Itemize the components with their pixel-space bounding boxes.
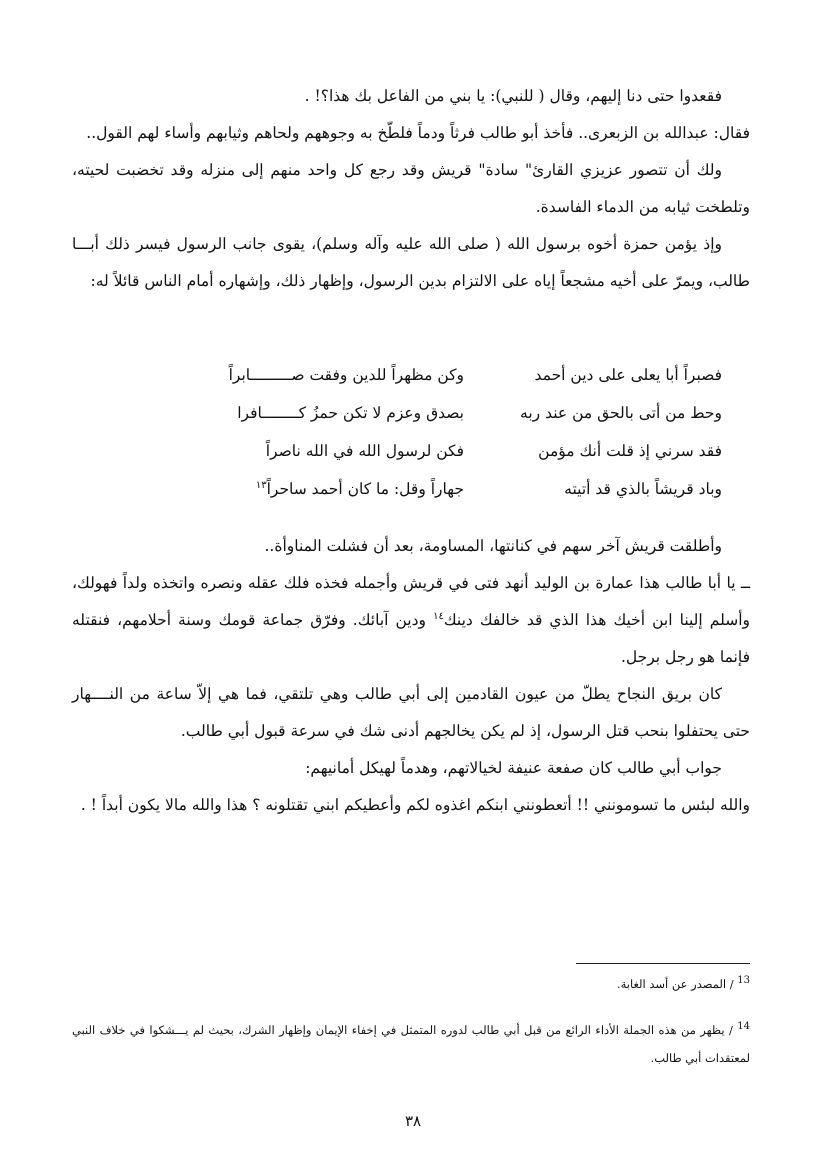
- page-number: ٣٨: [404, 1112, 422, 1130]
- verse-3-first-hemistich: فقد سرني إذ قلت أنك مؤمن: [538, 442, 722, 460]
- paragraph-3: ولك أن تتصور عزيزي القارئ" سادة" قريش وقد رجع كل واحد منهم إلى منزله وقد تخضبت لحيته، وتلطخت ثيابه من الدماء الفاسدة.: [72, 161, 750, 216]
- footnote-14-number: 14: [737, 1021, 750, 1033]
- poem: [226, 356, 722, 508]
- footnotes: [72, 970, 750, 1072]
- paragraph-6-text-a: ــ يا أبا طالب هذا عمارة بن الوليد أنهد فتى في قريش وأجمله فخذه فلك عقله ونصره واتخذه ولداً فهولك، وأسلم إلينا ابن أخيك هذا الذي قد خالفك دينك: [72, 574, 750, 629]
- verse-4-second-hemistich: [226, 480, 464, 498]
- paragraph-1: فقعدوا حتى دنا إليهم، وقال ( للنبي): يا بني من الفاعل بك هذا؟! .: [304, 87, 722, 105]
- poem-verse-1: [226, 356, 722, 394]
- footnote-13: [72, 970, 750, 998]
- paragraph-7: كان بريق النجاح يطلّ من عيون القادمين إلى أبي طالب وهي تلتقي، فما هي إلاّ ساعة من النــــهار حتى يحتفلوا بنحب قتل الرسول، إذ لم يكن يخالجهم أدنى شك في سرعة قبول أبي طالب.: [72, 685, 750, 740]
- main-text-top: [72, 78, 750, 300]
- verse-1-second-hemistich: وكن مظهراً للدين وفقت صـــــــــابراً: [228, 366, 464, 384]
- footnote-ref-14: ١٤: [433, 610, 444, 622]
- main-text-bottom: [72, 528, 750, 824]
- footnote-ref-13: ١٣: [255, 479, 267, 491]
- paragraph-4: وإذ يؤمن حمزة أخوه برسول الله ( صلى الله عليه وآله وسلم)، يقوى جانب الرسول فيسر ذلك أبـــا طالب، ويمرّ على أخيه مشجعاً إياه على الالتزام بدين الرسول، وإظهار ذلك، وإشهاره أمام الناس قائلاً له:: [72, 235, 750, 290]
- footnote-13-number: 13: [737, 975, 750, 987]
- footnote-14-text: / يظهر من هذه الجملة الأداء الرائع من قبل أبي طالب لدوره المتمثل في إخفاء الإيمان وإظهار الشرك، بحيث لم يـــشكوا في خلاف النبي لمعتقدات أبي طالب.: [72, 1023, 750, 1065]
- paragraph-5: وأطلقت قريش آخر سهم في كنانتها، المساومة، بعد أن فشلت المناوأة..: [264, 537, 722, 555]
- footnote-separator: [576, 963, 750, 964]
- paragraph-9: والله لبئس ما تسومونني !! أتعطونني ابنكم اغذوه لكم وأعطيكم ابني تقتلونه ؟ هذا والله مالا يكون أبداً ! .: [80, 796, 750, 814]
- poem-verse-2: [226, 394, 722, 432]
- verse-4-first-hemistich: وباد قريشاً بالذي قد أتيته: [564, 480, 722, 498]
- poem-verse-4: [226, 470, 722, 508]
- verse-2-first-hemistich: وحط من أتى بالحق من عند ربه: [520, 404, 722, 422]
- poem-verse-3: [226, 432, 722, 470]
- footnote-13-text: / المصدر عن أسد الغابة.: [616, 977, 738, 991]
- footnote-14: [72, 1016, 750, 1072]
- paragraph-8: جواب أبي طالب كان صفعة عنيفة لخيالاتهم، وهدماً لهيكل أمانيهم:: [305, 759, 722, 777]
- verse-4-second-text: جهاراً وقل: ما كان أحمد ساحراً: [266, 480, 464, 498]
- verse-2-second-hemistich: بصدق وعزم لا تكن حمزُ كــــــــافرا: [237, 404, 464, 422]
- paragraph-6-text-b: ودين آبائك. وفرّق جماعة قومك وسنة أحلامهم، فنقتله فإنما هو رجل برجل.: [72, 611, 750, 666]
- verse-1-first-hemistich: فصبراً أبا يعلى على دين أحمد: [534, 366, 722, 384]
- verse-3-second-hemistich: فكن لرسول الله في الله ناصراً: [265, 442, 464, 460]
- paragraph-2: فقال: عبدالله بن الزبعرى.. فأخذ أبو طالب فرثاً ودماً فلطّخ به وجوههم ولحاهم وثيابهم وأساء لهم القول..: [86, 124, 750, 142]
- paragraph-6: [72, 565, 750, 676]
